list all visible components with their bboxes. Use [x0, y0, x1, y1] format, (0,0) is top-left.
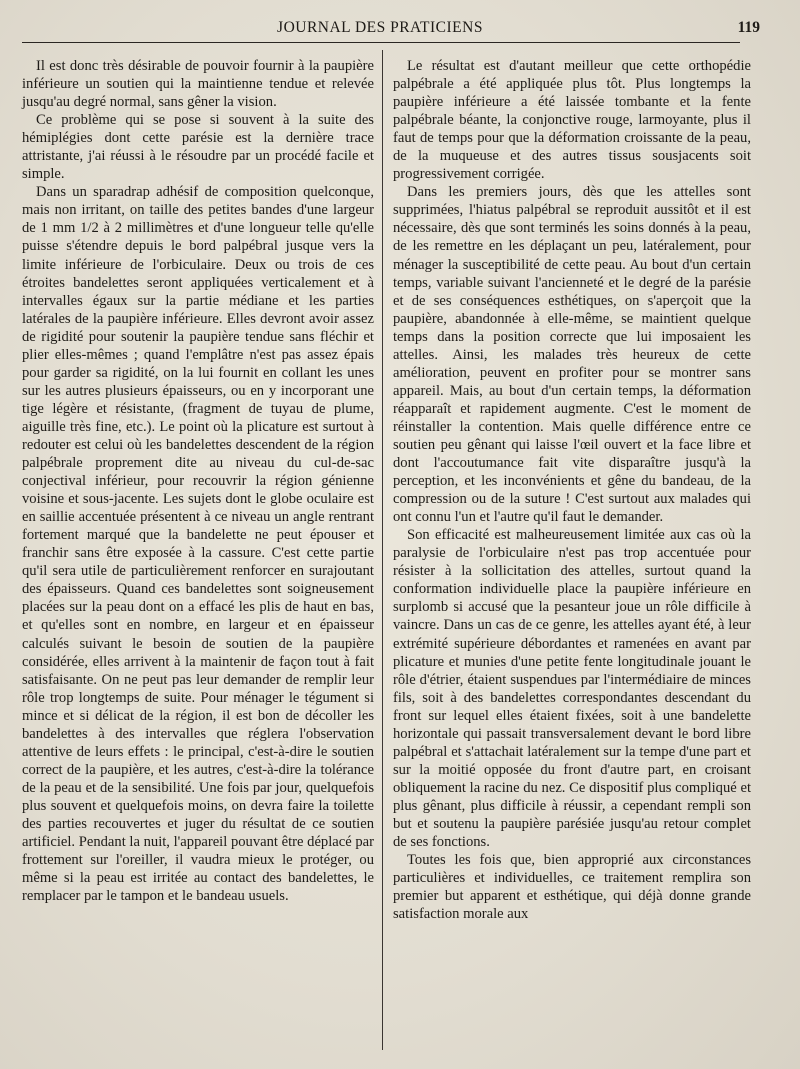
left-column: [22, 57, 374, 905]
journal-title: JOURNAL DES PRATICIENS: [277, 19, 483, 36]
paragraph: Dans les premiers jours, dès que les attelles sont supprimées, l'hiatus palpébral se reproduit aussitôt et il est nécessaire, dès que sont terminés les soins donnés à la peau, de les remettre en les déplaçant un peu, latéralement, pour ménager la susceptibilité de cette peau. Au bout d'un certain temps, variable suivant l'ancienneté et le degré de la parésie et de ses conséquences esthétiques, on s'aperçoit que la paupière, abandonnée à elle-même, se maintient quelque temps dans la position correcte que lui imposaient les attelles. Ainsi, les malades très heureux de cette amélioration, peuvent en profiter pour se montrer sans appareil. Mais, au bout d'un certain temps, la déformation réapparaît et rapidement augmente. C'est le moment de réinstaller la contention. Mais quelle différence entre ce soutien peu gênant qui laisse l'œil ouvert et la face libre et dont l'accoutumance fait vite disparaître jusqu'à la perception, et les inconvénients et gêne du bandeau, de la compression ou de la suture ! C'est surtout aux malades qui ont connu l'un et l'autre qu'il faut le demander.: [393, 184, 751, 526]
running-header: [20, 16, 760, 40]
paragraph: Ce problème qui se pose si souvent à la suite des hémiplégies dont cette parésie est la dernière trace attristante, j'ai réussi à le résoudre par un procédé facile et simple.: [22, 112, 374, 183]
paragraph: Toutes les fois que, bien approprié aux circonstances particulières et individuelles, ce traitement remplira son premier but apparent et esthétique, qui déjà donne grande satisfaction morale aux: [393, 852, 751, 923]
paragraph: Le résultat est d'autant meilleur que cette orthopédie palpébrale a été appliquée plus tôt. Plus longtemps la paupière inférieure a été laissée tombante et la fente palpébrale béante, la conjonctive rouge, larmoyante, plus il faut de temps pour que la déformation croissante de la peau, de la muqueuse et des autres tissus sousjacents soit progressivement corrigée.: [393, 58, 751, 183]
page-number: 119: [737, 19, 760, 36]
column-divider: [382, 50, 383, 1050]
paragraph: Il est donc très désirable de pouvoir fournir à la paupière inférieure un soutien qui la maintienne tendue et relevée jusqu'au degré normal, sans gêner la vision.: [22, 58, 374, 111]
paragraph: Son efficacité est malheureusement limitée aux cas où la paralysie de l'orbiculaire n'est pas trop accentuée pour résister à la sollicitation des attelles, surtout quand la conformation individuelle place la paupière inférieure en surplomb si accusé que la pesanteur joue un rôle difficile à vaincre. Dans un cas de ce genre, les attelles ayant été, à leur extrémité supérieure débordantes et ramenées en avant par plicature et munies d'une petite fente longitudinale jouant le rôle d'étrier, étaient suspendues par l'intermédiaire de minces fils, soit à des bandelettes correspondantes descendant du front sur lequel elles étaient fixées, soit à une bandelette horizontale qui passait transversalement devant le bord libre palpébral et s'attachait latéralement sur la tempe d'une part et sur la moitié opposée du front d'autre part, en croisant obliquement la racine du nez. Ce dispositif plus compliqué et plus gênant, plus difficile à réussir, a cependant rempli son but et soutenu la paupière parésiée jusqu'au retour complet de ses fonctions.: [393, 527, 751, 851]
right-column: [393, 57, 751, 923]
header-rule: [22, 42, 740, 43]
paragraph: Dans un sparadrap adhésif de composition quelconque, mais non irritant, on taille des petites bandes d'une largeur de 1 mm 1/2 à 2 millimètres et d'une longueur telle qu'elle puisse s'étendre depuis le bord palpébral jusque vers la limite inférieure de l'orbiculaire. Deux ou trois de ces étroites bandelettes seront appliquées verticalement et à intervalles égaux sur la partie médiane et les parties latérales de la paupière inférieure. Elles devront avoir assez de rigidité pour soutenir la paupière tendue sans fléchir et plier elles-mêmes ; quand l'emplâtre n'est pas assez épais pour garder sa rigidité, on la lui fournit en collant les unes sur les autres plusieurs épaisseurs, ou en y incorporant une tige légère et résistante, (fragment de tuyau de plume, aiguille très fine, etc.). Le point où la plicature est surtout à redouter est celui où les bandelettes descendent de la région palpébrale proprement dite au niveau du cul-de-sac conjectival inférieur, pour recouvrir la région génienne voisine et sous-jacente. Les sujets dont le globe oculaire est en saillie accentuée présentent à ce niveau un angle rentrant fortement marqué que la bandelette ne peut épouser et franchir sans être exposée à la cassure. C'est cette partie qu'il sera utile de particulièrement renforcer en surajoutant des épaisseurs. Quand ces bandelettes sont soigneusement placées sur la peau dont on a effacé les plis de haut en bas, et qu'elles sont en nombre, en largeur et en épaisseur calculés suivant le besoin de soutien de la paupière considérée, elles arrivent à la maintenir de façon tout à fait satisfaisante. On ne peut pas leur demander de remplir leur rôle trop longtemps de suite. Pour ménager le tégument si mince et si délicat de la région, il est bon de décoller les bandelettes à des intervalles que réglera l'observation attentive de leurs effets : le principal, c'est-à-dire le soutien correct de la paupière, et les autres, c'est-à-dire la tolérance de la peau et de la sensibilité. Une fois par jour, quelquefois plus souvent et quelquefois moins, on devra faire la toilette des parties recouvertes et juger du résultat de ce soutien artificiel. Pendant la nuit, l'appareil pouvant être déplacé par frottement sur l'oreiller, il vaudra mieux le protéger, ou même si la peau est irritée au contact des bandelettes, le remplacer par le tampon et le bandeau usuels.: [22, 184, 374, 905]
